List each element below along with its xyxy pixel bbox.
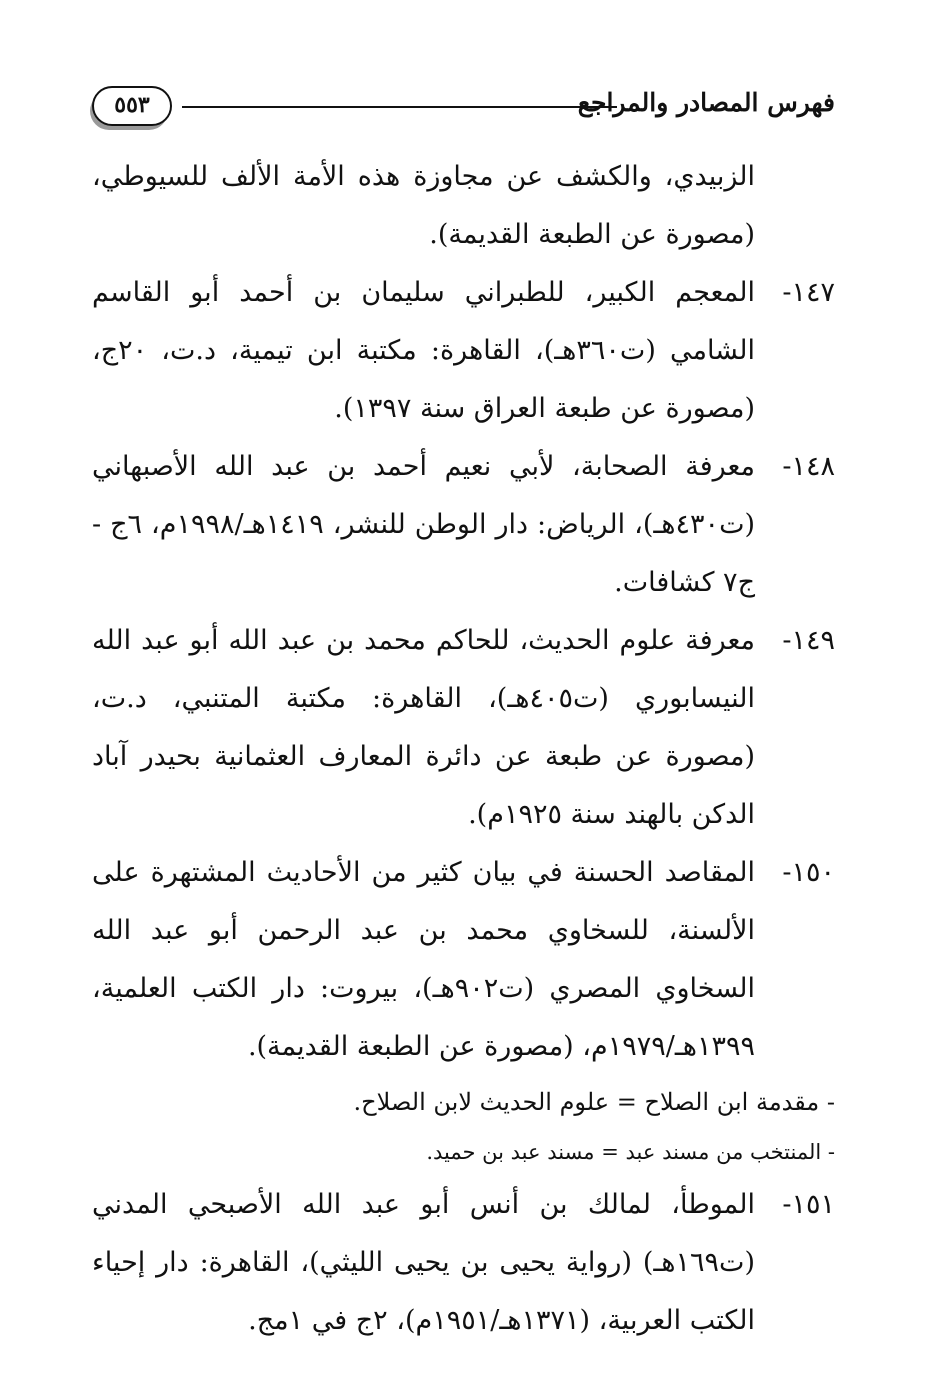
- cross-reference: - المنتخب من مسند عبد = مسند عبد بن حميد.: [426, 1140, 835, 1164]
- entry-148: [92, 438, 835, 612]
- entry-147: [92, 264, 835, 438]
- page-number-badge: ٥٥٣: [92, 86, 172, 126]
- bibliography-list: [92, 148, 835, 1350]
- entry-number: ١٥٠-: [782, 857, 835, 888]
- continuation-block: [92, 148, 835, 264]
- cross-reference: - مقدمة ابن الصلاح = علوم الحديث لابن الصلاح.: [353, 1088, 835, 1116]
- header-rule: [182, 106, 617, 108]
- entry-text: الموطأ، لمالك بن أنس أبو عبد الله الأصبحي المدني (ت١٦٩هـ) (رواية يحيى بن يحيى الليثي)، القاهرة: دار إحياء الكتب العربية، (١٣٧١هـ/١٩٥١م)، ٢ج في ١مج.: [92, 1189, 755, 1336]
- running-header: [92, 86, 835, 130]
- header-title: فهرس المصادر والمراجع: [577, 88, 835, 117]
- entry-151: [92, 1176, 835, 1350]
- entry-text: المعجم الكبير، للطبراني سليمان بن أحمد أبو القاسم الشامي (ت٣٦٠هـ)، القاهرة: مكتبة ابن تيمية، د.ت، ٢٠ج، (مصورة عن طبعة العراق سنة ١٣٩٧).: [92, 277, 755, 424]
- entry-text: المقاصد الحسنة في بيان كثير من الأحاديث المشتهرة على الألسنة، للسخاوي محمد بن عبد الرحمن أبو عبد الله السخاوي المصري (ت٩٠٢هـ)، بيروت: دار الكتب العلمية، ١٣٩٩هـ/١٩٧٩م، (مصورة عن الطبعة القديمة).: [92, 857, 756, 1062]
- entry-number: ١٤٨-: [782, 451, 835, 482]
- continuation-text: الزبيدي، والكشف عن مجاوزة هذه الأمة الألف للسيوطي، (مصورة عن الطبعة القديمة).: [92, 161, 755, 250]
- entry-149: [92, 612, 835, 844]
- entry-number: ١٥١-: [782, 1189, 835, 1220]
- entry-text: معرفة علوم الحديث، للحاكم محمد بن عبد الله أبو عبد الله النيسابوري (ت٤٠٥هـ)، القاهرة: مكتبة المتنبي، د.ت، (مصورة عن طبعة عن دائرة المعارف العثمانية بحيدر آباد الدكن بالهند سنة ١٩٢٥م).: [92, 625, 755, 830]
- entry-text: معرفة الصحابة، لأبي نعيم أحمد بن عبد الله الأصبهاني (ت٤٣٠هـ)، الرياض: دار الوطن للنشر، ١٤١٩هـ/١٩٩٨م، ٦ج - ج٧ كشافات.: [92, 451, 756, 598]
- entry-number: ١٤٧-: [782, 277, 835, 308]
- entry-150: [92, 844, 835, 1076]
- entry-number: ١٤٩-: [782, 625, 835, 656]
